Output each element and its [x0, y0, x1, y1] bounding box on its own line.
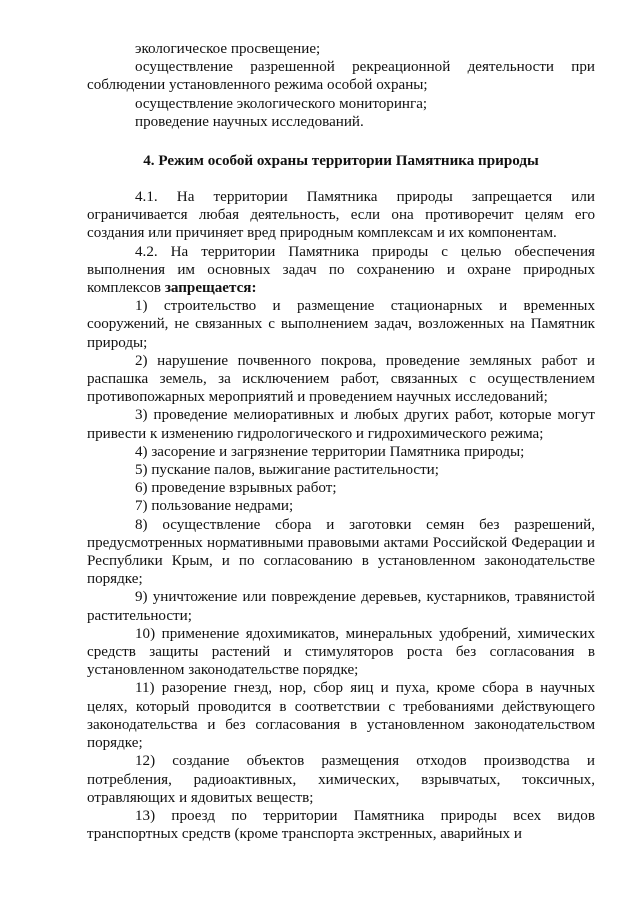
list-line: экологическое просвещение; — [135, 41, 321, 57]
list-item: 8) осуществление сбора и заготовки семян без разрешений, предусмотренных нормативными правовыми актами Российской Федерации и Республики Крым, и по согласованию в установленном законодательстве порядке; — [87, 516, 595, 588]
preceding-list — [87, 40, 595, 131]
list-item: 5) пускание палов, выжигание растительности; — [135, 462, 439, 479]
list-item: 9) уничтожение или повреждение деревьев, кустарников, травянистой растительности; — [87, 589, 595, 624]
list-line: осуществление разрешенной рекреационной деятельности при соблюдении установленного режима особой охраны; — [87, 59, 595, 94]
list-item: 10) применение ядохимикатов, минеральных удобрений, химических средств защиты растений и стимуляторов роста без согласования в установленном законодательстве порядке; — [87, 625, 595, 679]
list-item: 2) нарушение почвенного покрова, проведение земляных работ и распашка земель, за исключением работ, связанных с осуществлением противопожарных мероприятий и проведением научных исследований; — [87, 352, 595, 406]
list-line: осуществление экологического мониторинга; — [135, 95, 428, 112]
list-item: 13) проезд по территории Памятника природы всех видов транспортных средств (кроме транспорта экстренных, аварийных и — [87, 807, 595, 843]
list-item: 11) разорение гнезд, нор, сбор яиц и пуха, кроме сбора в научных целях, который проводится в соответствии с требованиями действующего законодательства и без согласования в установленном законодательством порядке; — [87, 680, 595, 752]
list-item: 7) пользование недрами; — [135, 498, 294, 515]
list-item: 3) проведение мелиоративных и любых других работ, которые могут привести к изменению гидрологического и гидрохимического режима; — [87, 407, 595, 442]
prohibited-keyword: запрещается: — [164, 280, 257, 297]
section-body — [87, 188, 595, 843]
list-item: 1) строительство и размещение стационарных и временных сооружений, не связанных с выполнением задач, возложенных на Памятник природы; — [87, 298, 595, 351]
paragraph-4-2 — [87, 243, 595, 298]
list-line: проведение научных исследований. — [135, 113, 364, 130]
list-item: 12) создание объектов размещения отходов производства и потребления, радиоактивных, химических, взрывчатых, токсичных, отравляющих и ядовитых веществ; — [87, 753, 595, 806]
list-item: 4) засорение и загрязнение территории Памятника природы; — [135, 443, 525, 460]
section-heading: 4. Режим особой охраны территории Памятника природы — [143, 153, 539, 169]
paragraph-4-1: 4.1. На территории Памятника природы запрещается или ограничивается любая деятельность, если она противоречит целям его создания или причиняет вред природным комплексам и их компонентам. — [87, 189, 595, 242]
paragraph-4-2-text: 4.2. На территории Памятника природы с целью обеспечения выполнения им основных задач по сохранению и охране природных комплексов — [87, 243, 595, 297]
list-item: 6) проведение взрывных работ; — [135, 480, 337, 497]
